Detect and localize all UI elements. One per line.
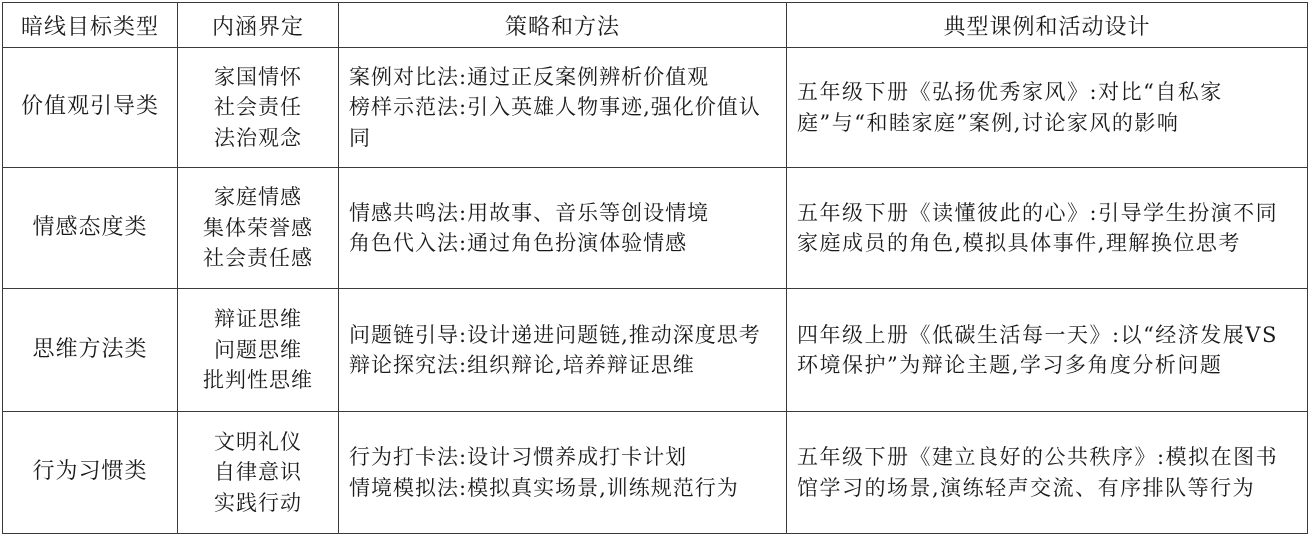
case-cell: 五年级下册《建立良好的公共秩序》:模拟在图书馆学习的场景,演练轻声交流、有序排队等行为 <box>787 412 1308 534</box>
meaning-item: 社会责任 <box>214 95 302 120</box>
header-strategy: 策略和方法 <box>339 3 787 48</box>
strategy-item: 榜样示范法:引入英雄人物事迹,强化价值认同 <box>349 95 761 150</box>
table-row <box>3 412 1308 534</box>
table-row <box>3 289 1308 412</box>
goal-type-table <box>2 2 1308 534</box>
meaning-item: 批判性思维 <box>203 368 313 393</box>
strategy-cell <box>339 48 787 168</box>
meaning-cell <box>178 289 339 412</box>
goal-type-cell: 价值观引导类 <box>3 48 178 168</box>
strategy-item: 角色代入法:通过角色扮演体验情感 <box>349 231 688 255</box>
goal-type-cell: 行为习惯类 <box>3 412 178 534</box>
meaning-cell <box>178 412 339 534</box>
meaning-item: 文明礼仪 <box>214 429 302 454</box>
strategy-item: 辩论探究法:组织辩论,培养辩证思维 <box>349 353 695 377</box>
meaning-item: 集体荣誉感 <box>203 215 313 240</box>
meaning-cell <box>178 48 339 168</box>
case-cell: 四年级上册《低碳生活每一天》:以“经济发展VS环境保护”为辩论主题,学习多角度分析问题 <box>787 289 1308 412</box>
header-case: 典型课例和活动设计 <box>787 3 1308 48</box>
strategy-cell <box>339 289 787 412</box>
strategy-item: 情境模拟法:模拟真实场景,训练规范行为 <box>349 475 739 500</box>
table-header-row <box>3 3 1308 48</box>
strategy-cell <box>339 168 787 289</box>
meaning-item: 问题思维 <box>214 337 302 362</box>
strategy-item: 问题链引导:设计递进问题链,推动深度思考 <box>349 322 761 347</box>
table-row <box>3 168 1308 289</box>
meaning-item: 辩证思维 <box>214 307 302 332</box>
goal-type-cell: 情感态度类 <box>3 168 178 289</box>
meaning-item: 家庭情感 <box>214 185 302 210</box>
goal-type-cell: 思维方法类 <box>3 289 178 412</box>
strategy-item: 案例对比法:通过正反案例辨析价值观 <box>349 64 710 89</box>
case-cell: 五年级下册《弘扬优秀家风》:对比“自私家庭”与“和睦家庭”案例,讨论家风的影响 <box>787 48 1308 168</box>
header-meaning: 内涵界定 <box>178 3 339 48</box>
strategy-cell <box>339 412 787 534</box>
strategy-item: 情感共鸣法:用故事、音乐等创设情境 <box>349 200 710 225</box>
meaning-cell <box>178 168 339 289</box>
case-cell: 五年级下册《读懂彼此的心》:引导学生扮演不同家庭成员的角色,模拟具体事件,理解换位思考 <box>787 168 1308 289</box>
meaning-item: 家国情怀 <box>214 64 302 89</box>
meaning-item: 法治观念 <box>214 125 302 150</box>
meaning-item: 自律意识 <box>214 460 302 485</box>
meaning-item: 实践行动 <box>214 490 302 515</box>
table-row <box>3 48 1308 168</box>
meaning-item: 社会责任感 <box>203 246 313 271</box>
strategy-item: 行为打卡法:设计习惯养成打卡计划 <box>349 445 688 469</box>
header-goal-type: 暗线目标类型 <box>3 3 178 48</box>
